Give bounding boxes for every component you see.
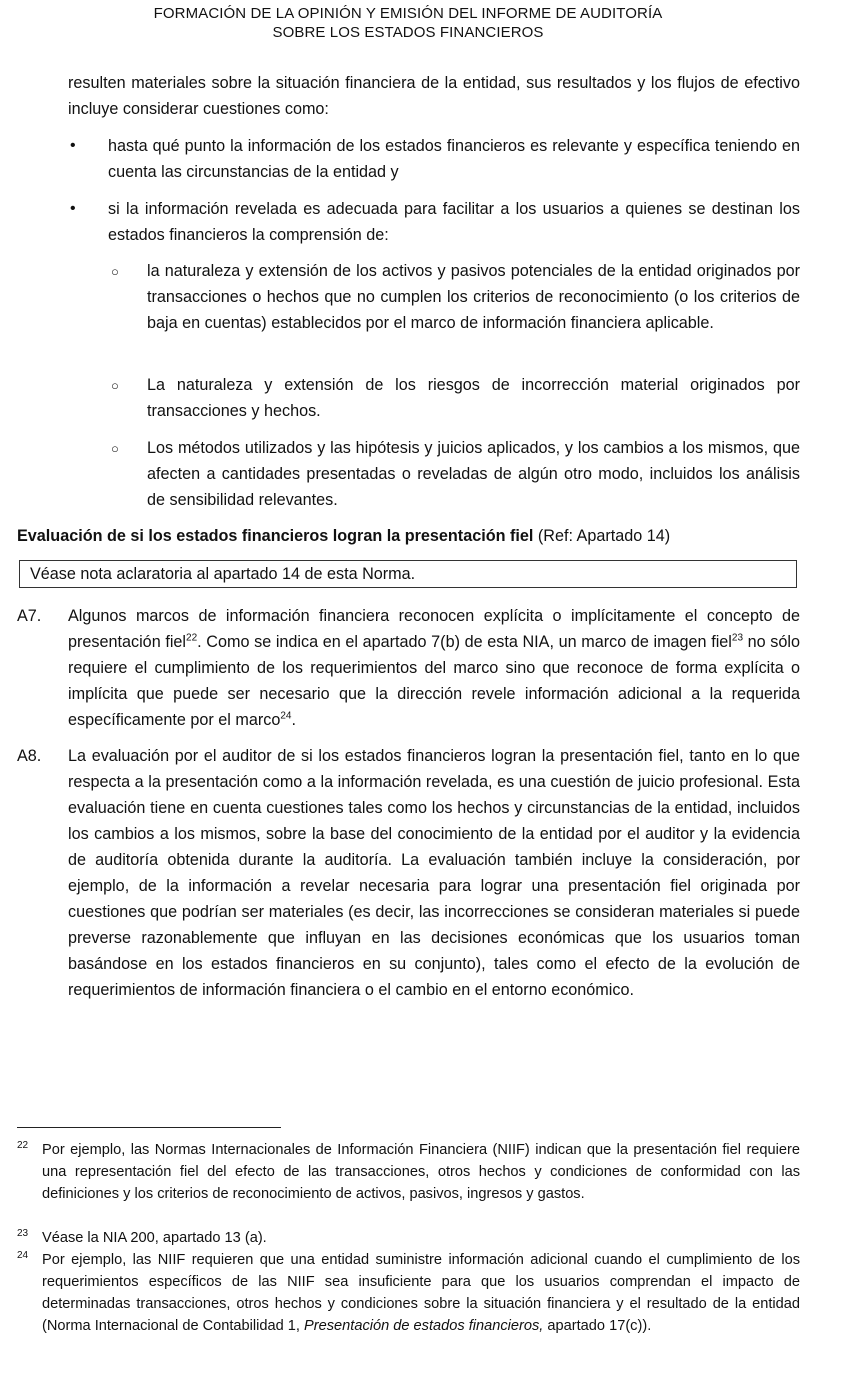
- footnote-ref-24[interactable]: 24: [280, 710, 292, 722]
- a7-text-1: Algunos marcos de información financiera reconocen explícita o implícitamente el concepto de presentación fiel: [68, 607, 800, 651]
- section-heading-ref: (Ref: Apartado 14): [533, 527, 671, 545]
- a7-text-4: .: [291, 711, 296, 729]
- sub-bullet-item-3: Los métodos utilizados y las hipótesis y juicios aplicados, y los cambios a los mismos, que afecten a cantidades presentadas o reveladas de algún otro modo, incluidos los análisis de sensibilidad relevantes.: [147, 439, 800, 509]
- sub-bullet-item-1: la naturaleza y extensión de los activos y pasivos potenciales de la entidad originados por transacciones o hechos que no cumplen los criterios de reconocimiento (o los criterios de baja en cuentas) establecidos por el marco de información financiera aplicable.: [147, 262, 800, 332]
- note-box: Véase nota aclaratoria al apartado 14 de esta Norma.: [19, 560, 797, 588]
- footnote-23: Véase la NIA 200, apartado 13 (a).: [42, 1230, 267, 1246]
- paragraph-a7: [68, 603, 800, 733]
- bullet-item-1: hasta qué punto la información de los estados financieros es relevante y específica teniendo en cuenta las circunstancias de la entidad y: [108, 137, 800, 181]
- footnote-24-title: Presentación de estados financieros,: [304, 1318, 544, 1334]
- paragraph-a8: La evaluación por el auditor de si los estados financieros logran la presentación fiel, tanto en lo que respecta a la presentación como a la información revelada, es una cuestión de juicio profesional. Esta evaluación tiene en cuenta cuestiones tales como los hechos y circunstancias de la entidad, incluidos los cambios a los mismos, sobre la base del conocimiento de la entidad por el auditor y la evidencia de auditoría obtenida durante la auditoría. La evaluación también incluye la consideración, por ejemplo, de la información a revelar necesaria para lograr una presentación fiel originada por cuestiones que podrían ser materiales (es decir, las incorrecciones se consideran materiales si puede preverse razonablemente que influyan en las decisiones económicas que los usuarios toman basándose en los estados financieros en su conjunto), tales como el efecto de la evolución de requerimientos de información financiera o el cambio en el entorno económico.: [68, 747, 800, 999]
- header-line-2: SOBRE LOS ESTADOS FINANCIEROS: [272, 24, 544, 41]
- sub-bullet-marker: ○: [111, 441, 119, 456]
- a7-text-3: no sólo requiere el cumplimiento de los requerimientos del marco sino que reconoce de forma explícita o implícita que puede ser necesario que la dirección revele información adicional a la requerida específicamente por el marco: [68, 633, 801, 729]
- sub-bullet-marker: ○: [111, 378, 119, 393]
- footnote-24-text-1: Por ejemplo, las NIIF requieren que una entidad suministre información adicional cuando el cumplimiento de los requerimientos específicos de las NIIF sea insuficiente para que los usuarios comprendan el impacto de determinadas transacciones, otros hechos y condiciones sobre la situación financiera y el resultado de la entidad (Norma Internacional de Contabilidad 1,: [42, 1252, 800, 1334]
- a7-text-2: . Como se indica en el apartado 7(b) de esta NIA, un marco de imagen fiel: [197, 633, 732, 651]
- footnote-number-23: 23: [17, 1228, 29, 1239]
- footnote-24: [42, 1249, 800, 1337]
- footnote-24-text-2: apartado 17(c)).: [543, 1318, 652, 1334]
- intro-paragraph: resulten materiales sobre la situación financiera de la entidad, sus resultados y los flujos de efectivo incluye considerar cuestiones como:: [68, 74, 800, 118]
- footnote-separator: [17, 1127, 281, 1128]
- header-line-1: FORMACIÓN DE LA OPINIÓN Y EMISIÓN DEL INFORME DE AUDITORÍA: [153, 5, 663, 22]
- footnote-22: Por ejemplo, las Normas Internacionales de Información Financiera (NIIF) indican que la presentación fiel requiere una representación fiel del efecto de las transacciones, otros hechos y condiciones de conformidad con las definiciones y los criterios de reconocimiento de activos, pasivos, ingresos y gastos.: [42, 1142, 800, 1202]
- bullet-marker: •: [70, 200, 76, 217]
- paragraph-number-a7: A7.: [17, 607, 42, 625]
- bullet-marker: •: [70, 137, 76, 154]
- footnote-number-22: 22: [17, 1140, 29, 1151]
- footnote-ref-23[interactable]: 23: [731, 632, 744, 644]
- footnote-number-24: 24: [17, 1250, 29, 1261]
- sub-bullet-item-2: La naturaleza y extensión de los riesgos de incorrección material originados por transacciones y hechos.: [147, 376, 800, 420]
- section-heading-title: Evaluación de si los estados financieros logran la presentación fiel: [17, 527, 534, 545]
- sub-bullet-marker: ○: [111, 264, 119, 279]
- footnote-ref-22[interactable]: 22: [186, 632, 198, 644]
- bullet-item-2: si la información revelada es adecuada para facilitar a los usuarios a quienes se destinan los estados financieros la comprensión de:: [108, 200, 800, 244]
- section-heading: [17, 523, 807, 549]
- paragraph-number-a8: A8.: [17, 747, 42, 765]
- page-header: [0, 4, 816, 42]
